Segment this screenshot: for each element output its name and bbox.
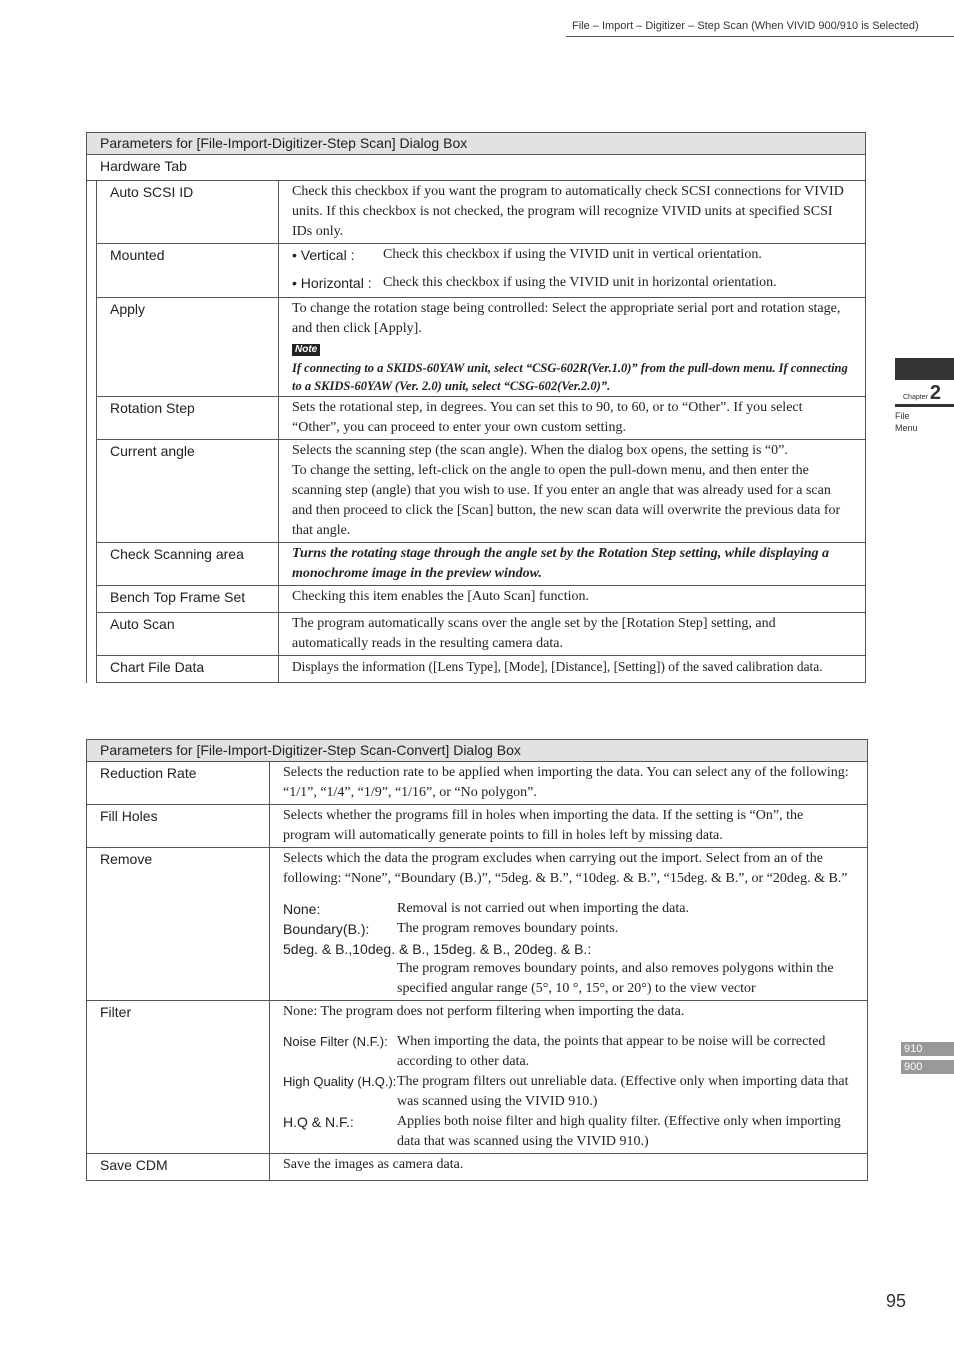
param-description [279,298,866,397]
definition-text: The program removes boundary points. [397,921,619,936]
definition-term: None: [283,901,321,917]
definition-term: 5deg. & B.,10deg. & B., 15deg. & B., 20deg. & B.: [283,941,592,957]
definition-text: The program filters out unreliable data. (Effective only when importing data that was scanned using the VIVID 910.) [397,1074,849,1109]
description-line: Selects the scanning step (the scan angle). When the dialog box opens, the setting is “0”. [292,443,788,458]
definition-text: The program removes boundary points, and also removes polygons within the specified angular range (5°, 10 °, 15°, or 20°) to the view vector [397,961,834,996]
param-label: Apply [97,298,279,397]
param-description: Checking this item enables the [Auto Scan] function. [279,586,866,613]
table-row [87,586,866,613]
definition-term: Boundary(B.): [283,921,370,937]
definition-item [283,1072,854,1112]
table-row [87,181,866,244]
table-title-row [87,740,868,762]
definition-item [283,899,854,919]
table-row [87,656,866,683]
definition-text: Check this checkbox if using the VIVID unit in vertical orientation. [383,247,762,262]
running-header: File – Import – Digitizer – Step Scan (When VIVID 900/910 is Selected) [572,20,919,32]
model-tag-900: 900 [901,1060,954,1074]
description-line: To change the setting, left-click on the angle to open the pull-down menu, and then enter the scanning step (angle) that you wish to use. If you enter an angle that was already used for a scan and then proceed to click the [Scan] button, the new scan data will overwrite the previous data for that angle. [292,463,841,538]
param-label: Chart File Data [97,656,279,683]
table-row [87,397,866,440]
param-label: Bench Top Frame Set [97,586,279,613]
param-description [270,848,868,1001]
table-row [87,298,866,397]
param-label: Mounted [97,244,279,298]
chapter-number: 2 [929,382,941,404]
param-label: Filter [87,1001,270,1154]
param-description [279,440,866,543]
step-scan-convert-parameters-table [86,739,868,1181]
table-row [87,805,868,848]
definition-term: • Vertical : [292,247,355,263]
table-title: Parameters for [File-Import-Digitizer-Step Scan] Dialog Box [87,133,866,155]
table-row [87,440,866,543]
param-description: Check this checkbox if you want the program to automatically check SCSI connections for VIVID units. If this checkbox is not checked, the program will recognize VIVID units at specified SCSI IDs only. [279,181,866,244]
chapter-title [895,410,918,434]
table-row [87,613,866,656]
param-label: Reduction Rate [87,762,270,805]
table-row [87,762,868,805]
param-label: Rotation Step [97,397,279,440]
definition-text: Applies both noise filter and high quality filter. (Effective only when importing data that was scanned using the VIVID 910.) [397,1114,841,1149]
chapter-title-line: File [895,411,910,421]
param-description [279,244,866,298]
definition-item [292,273,852,293]
definition-item [292,245,852,265]
note-text: If connecting to a SKIDS-60YAW unit, select “CSG-602R(Ver.1.0)” from the pull-down menu. If connecting to a SKIDS-60YAW (Ver. 2.0) unit, select “CSG-602(Ver.2.0)”. [292,361,848,393]
param-description: Displays the information ([Lens Type], [Mode], [Distance], [Setting]) of the saved calibration data. [279,656,866,683]
definition-item [283,919,854,939]
param-description: Selects whether the programs fill in holes when importing the data. If the setting is “On”, the program will automatically generate points to fill in holes left by missing data. [270,805,868,848]
description-text: To change the rotation stage being controlled: Select the appropriate serial port and rotation stage, and then click [Apply]. [292,301,841,336]
definition-text: Check this checkbox if using the VIVID unit in horizontal orientation. [383,275,777,290]
chapter-label: Chapter [903,394,928,401]
param-description: Turns the rotating stage through the angle set by the Rotation Step setting, while displaying a monochrome image in the preview window. [279,543,866,586]
step-scan-parameters-table [86,132,866,683]
description-text: None: The program does not perform filtering when importing the data. [283,1004,685,1019]
table-row [87,1001,868,1154]
table-row [87,543,866,586]
note-icon: Note [292,344,320,356]
param-label: Current angle [97,440,279,543]
hardware-tab-header: Hardware Tab [87,155,866,181]
param-description: The program automatically scans over the angle set by the [Rotation Step] setting, and automatically reads in the resulting camera data. [279,613,866,656]
param-label: Check Scanning area [97,543,279,586]
param-label: Remove [87,848,270,1001]
definition-term: • Horizontal : [292,275,372,291]
description-text: Selects which the data the program excludes when carrying out the import. Select from an of the following: “None”, “Boundary (B.)”, “5deg. & B.”, “10deg. & B.”, “15deg. & B.”, or “20deg. & B.” [283,851,848,886]
model-tag-910: 910 [901,1042,954,1056]
definition-item [283,1032,854,1072]
definition-term: H.Q & N.F.: [283,1114,354,1130]
chapter-marker [903,382,941,405]
param-label: Save CDM [87,1154,270,1181]
table-row [87,848,868,1001]
param-label: Fill Holes [87,805,270,848]
param-description: Save the images as camera data. [270,1154,868,1181]
indent-column [87,181,97,683]
table-title: Parameters for [File-Import-Digitizer-Step Scan-Convert] Dialog Box [87,740,868,762]
table-title-row [87,133,866,155]
hardware-tab-row [87,155,866,181]
definition-text: Removal is not carried out when importing the data. [397,901,689,916]
definition-term: High Quality (H.Q.): [283,1074,397,1089]
chapter-title-line: Menu [895,423,918,433]
table-row [87,1154,868,1181]
param-label: Auto SCSI ID [97,181,279,244]
param-description [270,1001,868,1154]
param-label: Auto Scan [97,613,279,656]
definition-text: When importing the data, the points that appear to be noise will be corrected according to other data. [397,1034,826,1069]
table-row [87,244,866,298]
definition-item [283,1112,854,1152]
definition-term: Noise Filter (N.F.): [283,1034,388,1049]
page-number: 95 [886,1291,907,1311]
param-description: Selects the reduction rate to be applied when importing the data. You can select any of the following: “1/1”, “1/4”, “1/9”, “1/16”, or “No polygon”. [270,762,868,805]
header-rule [566,36,954,37]
chapter-rule [895,404,954,407]
param-description: Sets the rotational step, in degrees. You can set this to 90, to 60, or to “Other”. If you select “Other”, you can proceed to enter your own custom setting. [279,397,866,440]
chapter-tab [895,358,954,380]
